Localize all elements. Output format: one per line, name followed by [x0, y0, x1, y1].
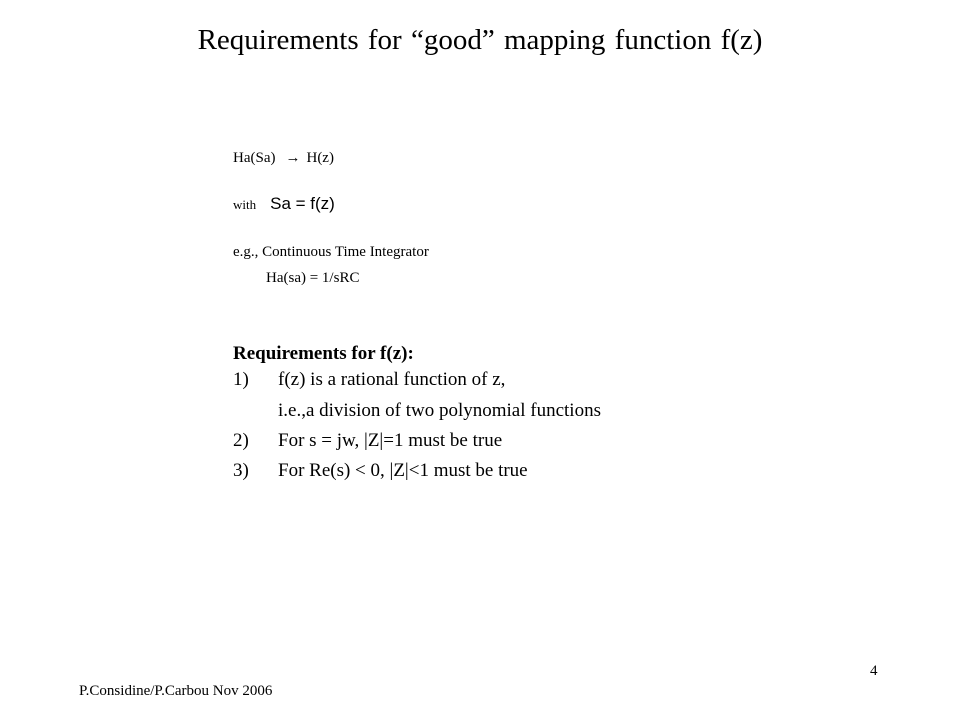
requirement-number: 1)	[233, 369, 249, 390]
requirement-number: 3)	[233, 460, 249, 481]
requirement-item	[233, 430, 502, 452]
with-label: with	[233, 197, 257, 212]
requirement-item	[233, 460, 528, 482]
footer-author: P.Considine/P.Carbou Nov 2006	[79, 683, 273, 699]
requirement-text: f(z) is a rational function of z,	[278, 369, 506, 390]
requirement-item	[233, 369, 505, 391]
requirement-text: For Re(s) < 0, |Z|<1 must be true	[278, 460, 528, 481]
mapping-rhs: H(z)	[306, 150, 334, 166]
mapping-line	[233, 150, 334, 167]
requirement-number: 2)	[233, 430, 249, 451]
with-line	[233, 194, 335, 214]
requirement-item	[233, 400, 601, 422]
requirement-text: For s = jw, |Z|=1 must be true	[278, 430, 503, 451]
requirements-heading: Requirements for f(z):	[233, 343, 414, 364]
requirement-text: i.e.,a division of two polynomial functions	[278, 400, 601, 421]
example-formula: Ha(sa) = 1/sRC	[266, 270, 360, 286]
page-number: 4	[870, 663, 878, 679]
right-arrow-icon: →	[285, 150, 301, 166]
sa-equation: Sa = f(z)	[270, 194, 335, 213]
mapping-lhs: Ha(Sa)	[233, 150, 276, 166]
slide-title: Requirements for “good” mapping function f(z)	[197, 24, 763, 56]
example-line: e.g., Continuous Time Integrator	[233, 244, 429, 260]
